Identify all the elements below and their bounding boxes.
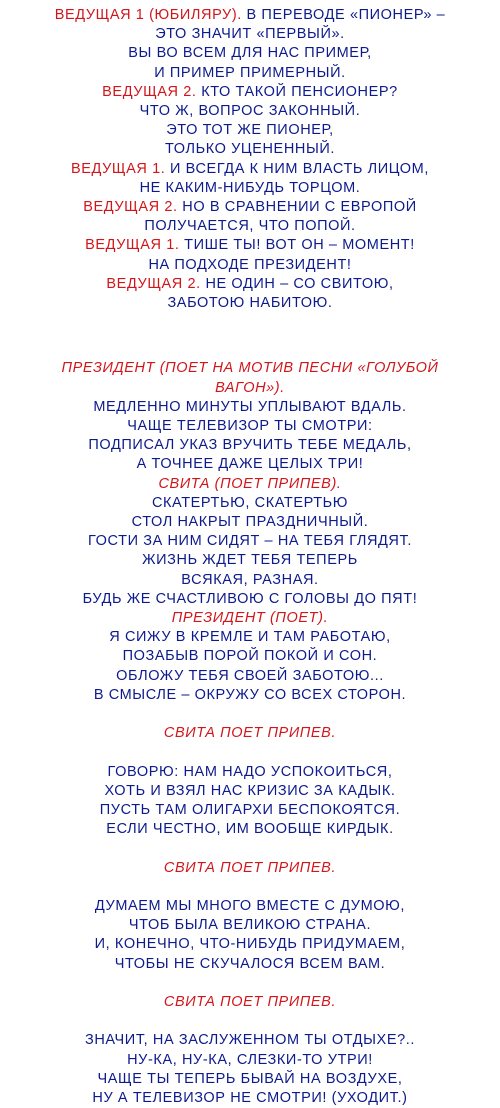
dialogue-block-2 [0, 359, 500, 705]
poem-line: ВСЯКАЯ, РАЗНАЯ. [181, 571, 319, 588]
speaker-label: ВЕДУЩАЯ 2. [106, 275, 201, 292]
poem-line: ЕСЛИ ЧЕСТНО, ИМ ВООБЩЕ КИРДЫК. [106, 821, 394, 838]
speaker-label: ВЕДУЩАЯ 2. [102, 83, 197, 100]
poem-line: ТОЛЬКО УЦЕНЕННЫЙ. [164, 141, 336, 158]
line-text: В ПЕРЕВОДЕ «ПИОНЕР» – [241, 7, 446, 23]
poem-line: И, КОНЕЧНО, ЧТО-НИБУДЬ ПРИДУМАЕМ, [94, 936, 406, 953]
line-text: ТИШЕ ТЫ! ВОТ ОН – МОМЕНТ! [179, 237, 415, 254]
speaker-label: ВЕДУЩАЯ 1. [71, 160, 166, 177]
stanza-gap [0, 340, 500, 359]
stanza-gap [0, 313, 500, 340]
poem-line: ЧТО Ж, ВОПРОС ЗАКОННЫЙ. [139, 103, 361, 120]
poem-line: НУ-КА, НУ-КА, СЛЕЗКИ-ТО УТРИ! [127, 1051, 373, 1068]
poem-line [0, 275, 500, 294]
poem-line: ЧАЩЕ ТЕЛЕВИЗОР ТЫ СМОТРИ: [127, 418, 373, 435]
poem-line: НУ А ТЕЛЕВИЗОР НЕ СМОТРИ! (УХОДИТ.) [92, 1090, 408, 1107]
poem-line [0, 198, 500, 217]
poem-line: ЖИЗНЬ ЖДЕТ ТЕБЯ ТЕПЕРЬ [142, 552, 358, 569]
poem-line: А ТОЧНЕЕ ДАЖЕ ЦЕЛЫХ ТРИ! [136, 456, 364, 473]
poem-line: ДУМАЕМ МЫ МНОГО ВМЕСТЕ С ДУМОЮ, [94, 898, 406, 915]
poem-line: НЕ КАКИМ-НИБУДЬ ТОРЦОМ. [139, 179, 361, 196]
poem-line: СКАТЕРТЬЮ, СКАТЕРТЬЮ [151, 494, 349, 511]
stanza-5 [0, 1031, 500, 1108]
chorus-label: СВИТА ПОЕТ ПРИПЕВ. [163, 859, 337, 876]
chorus-label: СВИТА ПОЕТ ПРИПЕВ. [163, 994, 337, 1011]
poem-line: СТОЛ НАКРЫТ ПРАЗДНИЧНЫЙ. [131, 514, 369, 531]
speaker-label: ВЕДУЩАЯ 2. [83, 199, 178, 216]
speaker-label: СВИТА (ПОЕТ ПРИПЕВ). [158, 475, 342, 492]
stanza-3 [0, 763, 500, 840]
poem-line: ПОЗАБЫВ ПОРОЙ ПОКОЙ И СОН. [122, 648, 378, 665]
poem-line: ПУСТЬ ТАМ ОЛИГАРХИ БЕСПОКОЯТСЯ. [99, 802, 401, 819]
poem-line: ГОВОРЮ: НАМ НАДО УСПОКОИТЬСЯ, [107, 763, 393, 780]
poem-line: ЧАЩЕ ТЫ ТЕПЕРЬ БЫВАЙ НА ВОЗДУХЕ, [97, 1070, 403, 1087]
poem-line: МЕДЛЕННО МИНУТЫ УПЛЫВАЮТ ВДАЛЬ. [93, 398, 407, 415]
poem-line: Я СИЖУ В КРЕМЛЕ И ТАМ РАБОТАЮ, [109, 629, 391, 646]
poem-line: В СМЫСЛЕ – ОКРУЖУ СО ВСЕХ СТОРОН. [93, 686, 407, 703]
poem-line: ВЫ ВО ВСЕМ ДЛЯ НАС ПРИМЕР, [128, 45, 372, 62]
poem-line: НА ПОДХОДЕ ПРЕЗИДЕНТ! [148, 256, 352, 273]
poem-line: ХОТЬ И ВЗЯЛ НАС КРИЗИС ЗА КАДЫК. [104, 782, 396, 799]
poem-line: ПОДПИСАЛ УКАЗ ВРУЧИТЬ ТЕБЕ МЕДАЛЬ, [88, 437, 412, 454]
poem-line: ЗНАЧИТ, НА ЗАСЛУЖЕННОМ ТЫ ОТДЫХЕ?.. [84, 1032, 416, 1049]
speaker-label: ВЕДУЩАЯ 1 (ЮБИЛЯРУ). [54, 7, 242, 23]
poem-line [0, 236, 500, 255]
stanza-gap [0, 839, 500, 858]
poem-line: ЭТО ЗНАЧИТ «ПЕРВЫЙ». [155, 26, 345, 43]
line-text: НО В СРАВНЕНИИ С ЕВРОПОЙ [177, 199, 417, 216]
speaker-label: ПРЕЗИДЕНТ (ПОЕТ). [171, 610, 329, 627]
stanza-gap [0, 1012, 500, 1031]
speaker-label: ВЕДУЩАЯ 1. [85, 237, 180, 254]
stanza-4 [0, 897, 500, 974]
poem-line [0, 6, 500, 25]
poem-line: ЧТОБ БЫЛА ВЕЛИКОЮ СТРАНА. [128, 917, 372, 934]
poem-line: ПОЛУЧАЕТСЯ, ЧТО ПОПОЙ. [144, 218, 356, 235]
poem-line: ЗАБОТОЮ НАБИТОЮ. [167, 295, 333, 312]
line-text: НЕ ОДИН – СО СВИТОЮ, [200, 275, 394, 292]
speaker-label: ПРЕЗИДЕНТ (ПОЕТ НА МОТИВ ПЕСНИ «ГОЛУБОЙ [61, 360, 439, 377]
dialogue-block-1 [0, 6, 500, 313]
stanza-gap [0, 743, 500, 762]
poem-line: ЧТОБЫ НЕ СКУЧАЛОСЯ ВСЕМ ВАМ. [114, 955, 386, 972]
poem-line: ЭТО ТОТ ЖЕ ПИОНЕР, [166, 122, 334, 139]
poem-line: И ПРИМЕР ПРИМЕРНЫЙ. [154, 64, 346, 81]
stanza-gap [0, 705, 500, 724]
poem-line: БУДЬ ЖЕ СЧАСТЛИВОЮ С ГОЛОВЫ ДО ПЯТ! [82, 590, 418, 607]
poem-line [0, 83, 500, 102]
line-text: И ВСЕГДА К НИМ ВЛАСТЬ ЛИЦОМ, [165, 160, 429, 177]
poem-line: ГОСТИ ЗА НИМ СИДЯТ – НА ТЕБЯ ГЛЯДЯТ. [88, 533, 412, 550]
poem-line [0, 160, 500, 179]
stanza-gap [0, 974, 500, 993]
chorus-label: СВИТА ПОЕТ ПРИПЕВ. [163, 725, 337, 742]
speaker-label: ВАГОН»). [215, 379, 285, 396]
line-text: КТО ТАКОЙ ПЕНСИОНЕР? [196, 83, 398, 100]
poem-line: ОБЛОЖУ ТЕБЯ СВОЕЙ ЗАБОТОЮ... [116, 667, 384, 684]
stanza-gap [0, 878, 500, 897]
